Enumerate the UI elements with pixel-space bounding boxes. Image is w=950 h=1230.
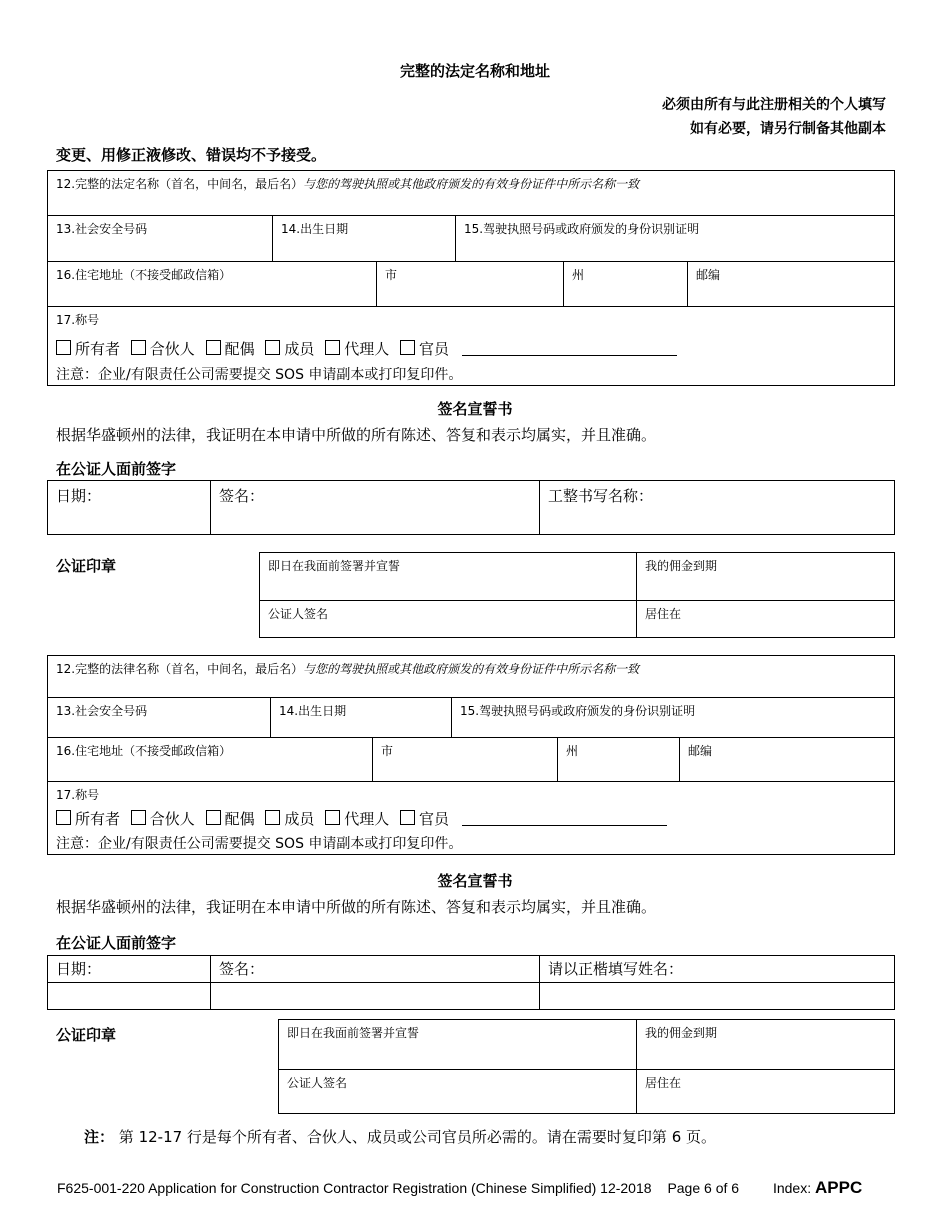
form-info: F625-001-220 Application for Construction Contractor Registration (Chinese Simplified) 12-2018 — [57, 1180, 652, 1196]
checkbox[interactable] — [265, 810, 280, 825]
state-label: 州 — [572, 268, 585, 282]
option-officer[interactable]: 官员 — [400, 340, 449, 358]
legal-name-hint: 与您的驾驶执照或其他政府颁发的有效身份证件中所示名称一致 — [303, 177, 640, 191]
address-label: 16.住宅地址（不接受邮政信箱） — [56, 268, 232, 282]
dl-label: 15.驾驶执照号码或政府颁发的身份识别证明 — [460, 704, 696, 718]
state-label: 州 — [566, 744, 579, 758]
checkbox[interactable] — [325, 340, 340, 355]
notary-heading: 在公证人面前签字 — [56, 460, 177, 478]
option-owner[interactable]: 所有者 — [56, 810, 120, 828]
option-owner[interactable]: 所有者 — [56, 340, 120, 358]
checkbox[interactable] — [206, 810, 221, 825]
checkbox[interactable] — [131, 340, 146, 355]
checkbox[interactable] — [206, 340, 221, 355]
title-label: 17.称号 — [56, 313, 100, 327]
page-title: 完整的法定名称和地址 — [399, 62, 550, 80]
state-field[interactable] — [557, 737, 679, 781]
print-name-field[interactable] — [539, 982, 894, 1009]
option-member[interactable]: 成员 — [265, 810, 314, 828]
date-label-cell: 日期： — [56, 960, 102, 978]
zip-label: 邮编 — [688, 744, 713, 758]
sos-note: 注意：企业/有限责任公司需要提交 SOS 申请副本或打印复印件。 — [56, 367, 463, 383]
footer — [57, 1178, 862, 1198]
print-name-field[interactable]: 工整书写名称： — [539, 481, 894, 534]
zip-field[interactable] — [679, 737, 894, 781]
state-field[interactable] — [563, 261, 687, 306]
option-agent[interactable]: 代理人 — [325, 340, 389, 358]
index-label: Index: — [772, 1180, 812, 1196]
notary-seal-label: 公证印章 — [56, 1026, 117, 1044]
dl-field[interactable] — [455, 215, 894, 261]
city-field[interactable] — [376, 261, 563, 306]
option-agent[interactable]: 代理人 — [325, 810, 389, 828]
zip-label: 邮编 — [696, 268, 721, 282]
bottom-note — [84, 1126, 716, 1147]
title-section — [48, 781, 894, 854]
checkbox[interactable] — [131, 810, 146, 825]
notary-box-2 — [278, 1019, 895, 1114]
dob-label: 14.出生日期 — [281, 222, 349, 236]
legal-name-label: 12.完整的法律名称（首名，中间名，最后名） — [56, 662, 304, 676]
checkbox[interactable] — [400, 810, 415, 825]
residing-field[interactable]: 居住在 — [636, 600, 894, 637]
address-field[interactable] — [48, 261, 376, 306]
checkbox[interactable] — [325, 810, 340, 825]
warning-text: 变更、用修正液修改、错误均不予接受。 — [56, 146, 327, 164]
address-field[interactable] — [48, 737, 372, 781]
date-field[interactable]: 日期： — [56, 487, 102, 505]
dob-field[interactable] — [272, 215, 455, 261]
dl-field[interactable] — [451, 697, 894, 737]
other-title-line[interactable] — [462, 825, 667, 826]
dob-label: 14.出生日期 — [279, 704, 347, 718]
date-field[interactable] — [48, 982, 210, 1009]
bottom-note-text: 第 12-17 行是每个所有者、合伙人、成员或公司官员所必需的。请在需要时复印第 6 页。 — [118, 1128, 717, 1146]
sworn-field[interactable]: 即日在我面前签署并宣誓 — [287, 1026, 420, 1040]
oath-text: 根据华盛顿州的法律，我证明在本申请中所做的所有陈述、答复和表示均属实，并且准确。 — [56, 898, 657, 916]
dob-field[interactable] — [270, 697, 451, 737]
signature-box-1 — [47, 480, 895, 535]
zip-field[interactable] — [687, 261, 894, 306]
legal-name-label: 12.完整的法定名称（首名，中间名，最后名） — [56, 177, 304, 191]
option-officer[interactable]: 官员 — [400, 810, 449, 828]
required-notice-2: 如有必要，请另行制备其他副本 — [690, 121, 886, 137]
ssn-label: 13.社会安全号码 — [56, 704, 148, 718]
print-name-label-cell: 请以正楷填写姓名： — [539, 956, 894, 982]
option-spouse[interactable]: 配偶 — [206, 810, 255, 828]
ssn-field[interactable] — [48, 215, 272, 261]
applicant-block-2 — [47, 655, 895, 855]
title-label: 17.称号 — [56, 788, 100, 802]
residing-field[interactable]: 居住在 — [636, 1069, 894, 1113]
notary-seal-label: 公证印章 — [56, 557, 117, 575]
title-section — [48, 306, 894, 385]
address-label: 16.住宅地址（不接受邮政信箱） — [56, 744, 232, 758]
required-notice-1: 必须由所有与此注册相关的个人填写 — [662, 97, 886, 113]
dl-label: 15.驾驶执照号码或政府颁发的身份识别证明 — [464, 222, 700, 236]
legal-name-field[interactable] — [48, 171, 894, 215]
oath-text: 根据华盛顿州的法律，我证明在本申请中所做的所有陈述、答复和表示均属实，并且准确。 — [56, 426, 657, 444]
signature-field[interactable] — [210, 982, 539, 1009]
option-member[interactable]: 成员 — [265, 340, 314, 358]
sworn-field[interactable]: 即日在我面前签署并宣誓 — [268, 559, 401, 573]
commission-field[interactable]: 我的佣金到期 — [636, 1020, 894, 1069]
city-field[interactable] — [372, 737, 557, 781]
title-options — [56, 338, 677, 359]
city-label: 市 — [381, 744, 394, 758]
title-options — [56, 808, 667, 829]
ssn-label: 13.社会安全号码 — [56, 222, 148, 236]
other-title-line[interactable] — [462, 355, 677, 356]
index-value: APPC — [814, 1178, 863, 1197]
option-spouse[interactable]: 配偶 — [206, 340, 255, 358]
signature-box-2 — [47, 955, 895, 1010]
checkbox[interactable] — [400, 340, 415, 355]
notary-heading: 在公证人面前签字 — [56, 934, 177, 952]
ssn-field[interactable] — [48, 697, 270, 737]
legal-name-field[interactable] — [48, 656, 894, 697]
signature-label-cell: 签名： — [210, 956, 539, 982]
checkbox[interactable] — [265, 340, 280, 355]
legal-name-hint: 与您的驾驶执照或其他政府颁发的有效身份证件中所示名称一致 — [303, 662, 640, 676]
commission-field[interactable]: 我的佣金到期 — [636, 553, 894, 600]
notary-box-1 — [259, 552, 895, 638]
page-number: Page 6 of 6 — [667, 1180, 740, 1196]
checkbox[interactable] — [56, 340, 71, 355]
oath-heading: 签名宣誓书 — [437, 400, 513, 418]
oath-heading: 签名宣誓书 — [437, 872, 513, 890]
sos-note: 注意：企业/有限责任公司需要提交 SOS 申请副本或打印复印件。 — [56, 836, 463, 852]
checkbox[interactable] — [56, 810, 71, 825]
notary-signature-field[interactable]: 公证人签名 — [279, 1069, 636, 1113]
notary-signature-field[interactable]: 公证人签名 — [260, 600, 636, 637]
option-partner[interactable]: 合伙人 — [131, 810, 195, 828]
city-label: 市 — [385, 268, 398, 282]
applicant-block-1 — [47, 170, 895, 386]
bottom-note-prefix: 注： — [84, 1128, 115, 1146]
option-partner[interactable]: 合伙人 — [131, 340, 195, 358]
signature-field[interactable]: 签名： — [210, 481, 539, 534]
